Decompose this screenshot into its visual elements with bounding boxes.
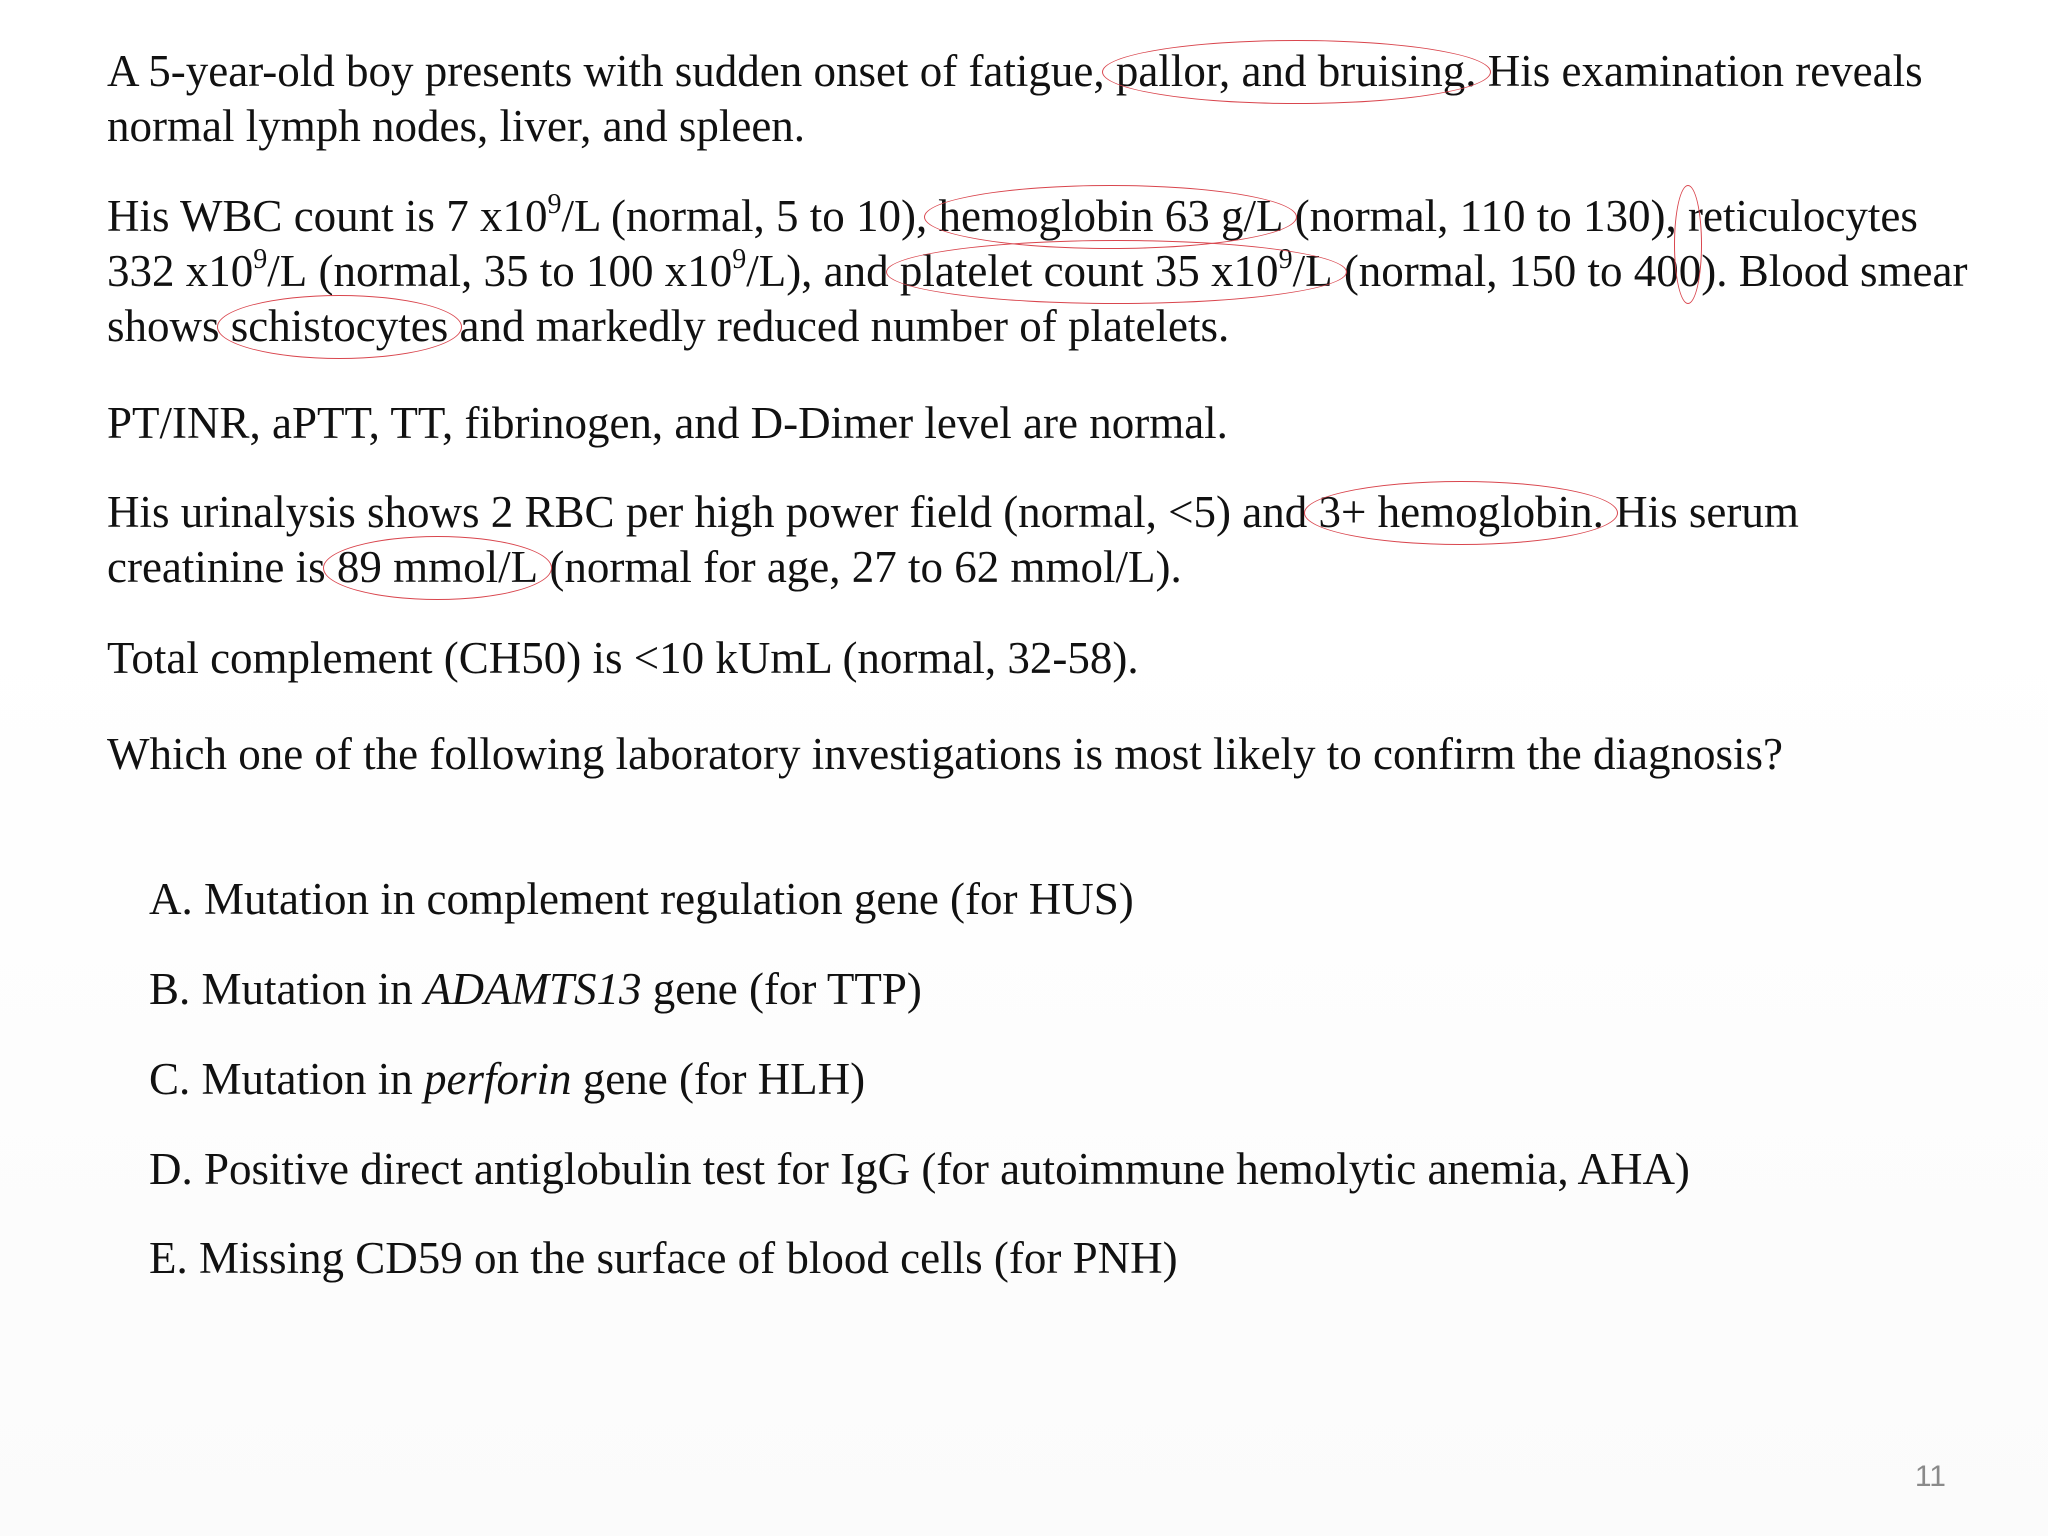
option-b <box>149 962 922 1017</box>
case-text: (normal, 35 to 100 x10 <box>318 246 733 296</box>
case-text: (normal, 150 to 400). Blood smear shows <box>107 246 1968 351</box>
superscript: 9 <box>547 189 562 220</box>
annotated-urine-hemoglobin: 3+ hemoglobin. <box>1318 487 1604 537</box>
case-paragraph-bloodwork <box>107 189 1987 354</box>
option-d: D. Positive direct antiglobulin test for IgG (for autoimmune hemolytic anemia, AHA) <box>149 1144 1690 1194</box>
annotated-platelets <box>900 246 1333 296</box>
case-text: platelet count 35 x10 <box>899 246 1279 296</box>
gene-name: perforin <box>424 1054 572 1104</box>
annotated-schistocytes: schistocytes <box>230 301 449 351</box>
case-text: (normal, 110 to 130), <box>1294 191 1677 241</box>
option-c <box>149 1052 865 1107</box>
case-text: His serum creatinine is <box>107 487 1799 592</box>
superscript: 9 <box>253 244 268 275</box>
case-text: His examination reveals normal lymph nodes, liver, and spleen. <box>107 46 1923 151</box>
case-text: and markedly reduced number of platelets. <box>459 301 1230 351</box>
annotated-hemoglobin: hemoglobin 63 g/L <box>938 191 1284 241</box>
case-text: /L <box>267 246 308 296</box>
option-e: E. Missing CD59 on the surface of blood cells (for PNH) <box>149 1233 1178 1283</box>
option-a: A. Mutation in complement regulation gene (for HUS) <box>149 874 1134 924</box>
option-text: gene (for HLH) <box>571 1054 866 1104</box>
case-paragraph-coagulation: PT/INR, aPTT, TT, fibrinogen, and D-Dimer level are normal. <box>107 398 1228 448</box>
case-text: /L), and <box>746 246 889 296</box>
case-text: /L <box>1292 246 1333 296</box>
case-text: A 5-year-old boy presents with sudden onset of fatigue, <box>107 46 1105 96</box>
superscript: 9 <box>732 244 747 275</box>
option-text: B. Mutation in <box>149 964 425 1014</box>
option-text: C. Mutation in <box>149 1054 425 1104</box>
case-text: His urinalysis shows 2 RBC per high power field (normal, <5) and <box>107 487 1308 537</box>
case-paragraph-complement: Total complement (CH50) is <10 kUmL (normal, 32-58). <box>107 633 1139 683</box>
case-text: (normal for age, 27 to 62 mmol/L). <box>549 542 1182 592</box>
page-number: 11 <box>1914 1460 1946 1493</box>
annotated-symptoms: pallor, and bruising. <box>1115 46 1477 96</box>
annotated-creatinine: 89 mmol/L <box>336 542 539 592</box>
option-text: gene (for TTP) <box>641 964 922 1014</box>
case-text: /L (normal, 5 to 10), <box>561 191 928 241</box>
case-paragraph-urinalysis <box>107 485 1987 595</box>
case-text: His WBC count is 7 x10 <box>107 191 548 241</box>
superscript: 9 <box>1278 244 1293 275</box>
case-text: reticulocytes 332 x10 <box>107 191 1918 296</box>
question-stem: Which one of the following laboratory investigations is most likely to confirm the diagnosis? <box>107 729 1783 779</box>
case-paragraph-presentation <box>107 44 1987 154</box>
gene-name: ADAMTS13 <box>424 964 642 1014</box>
